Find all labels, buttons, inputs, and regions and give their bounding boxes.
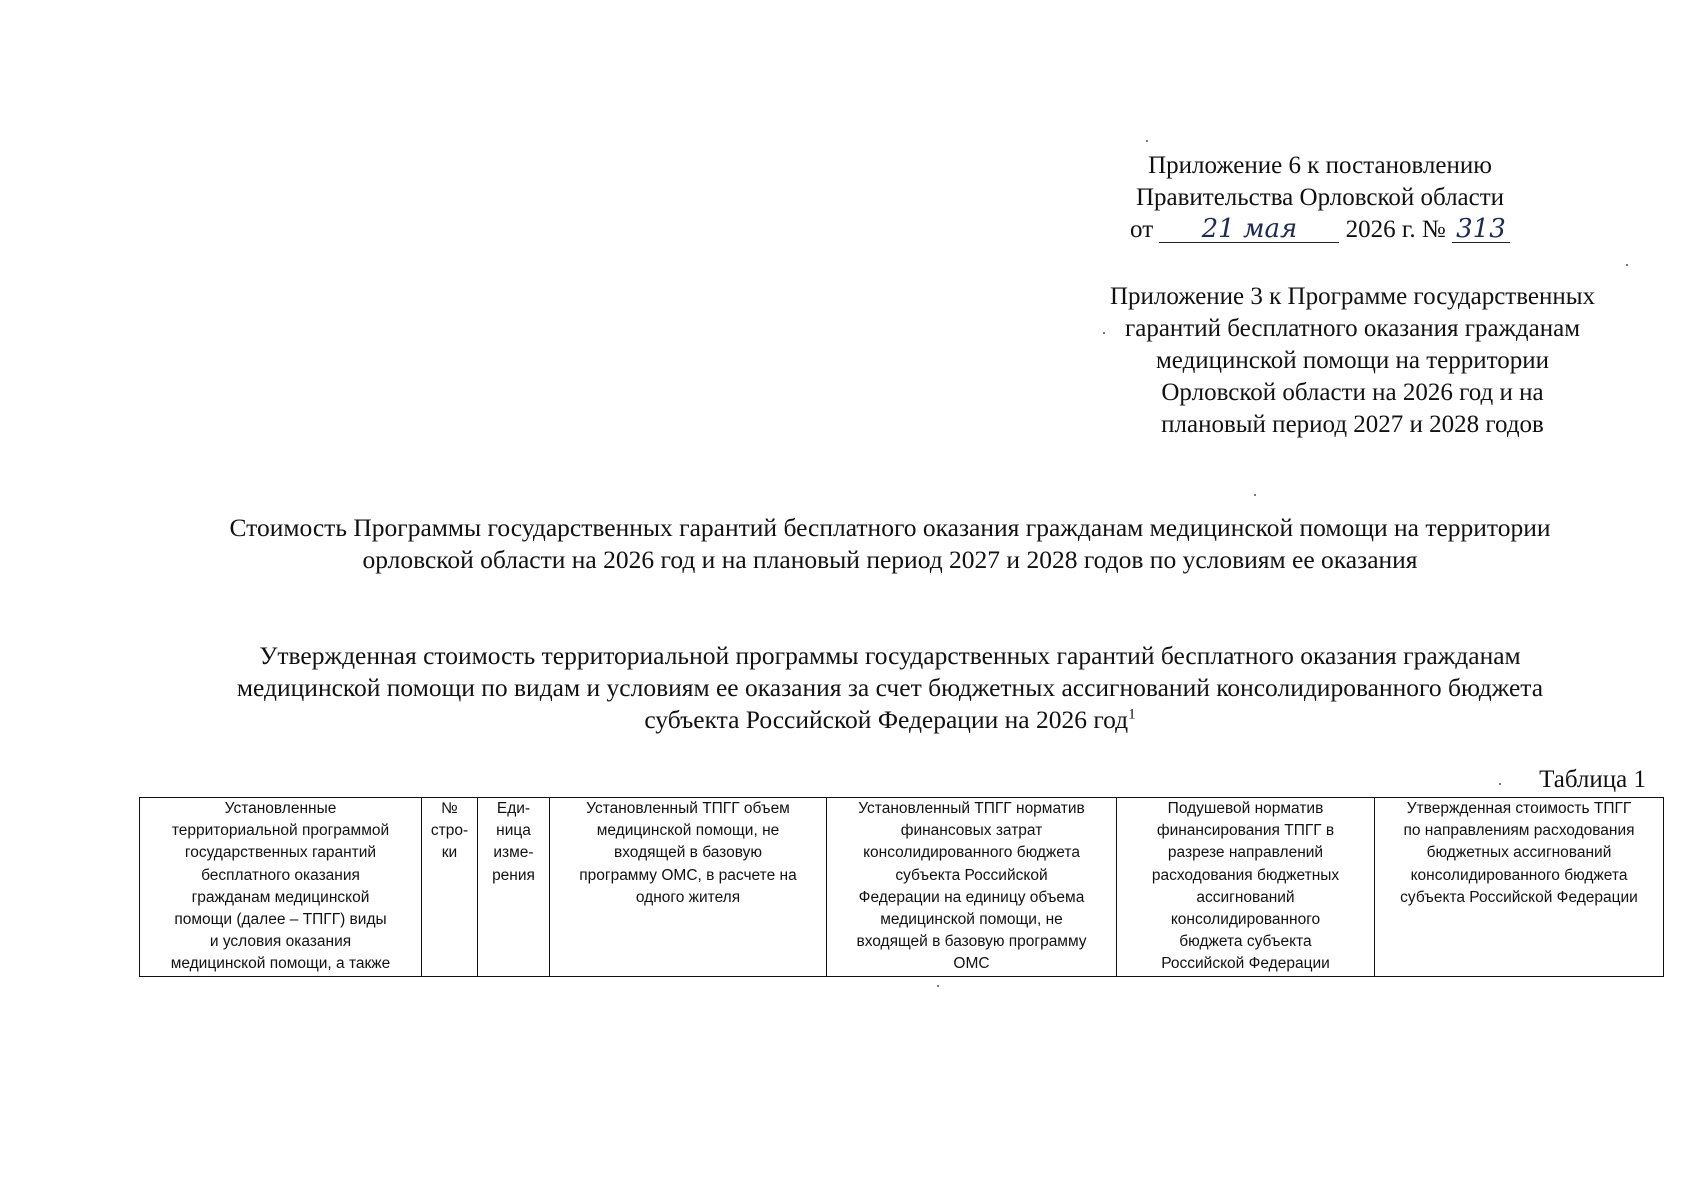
- appendix-6-line-2: Правительства Орловской области: [1135, 184, 1505, 211]
- scan-speck: [1626, 264, 1628, 266]
- section-title-line-1: Утвержденная стоимость территориальной программы государственных гарантий бесплатного оказания гражданам: [259, 641, 1521, 670]
- document-title: [100, 512, 1680, 576]
- header-care-types-text: Установленные территориальной программой государственных гарантий бесплатного оказания гражданам медицинской помощи (далее – ТПГГ) виды и условия оказания медицинской помощи, а также: [170, 800, 391, 973]
- header-unit-text: Еди- ница изме- рения: [492, 800, 535, 884]
- header-care-types: [140, 798, 422, 977]
- header-volume-text: Установленный ТПГГ объем медицинской помощи, не входящей в базовую программу ОМС, в расчете на одного жителя: [579, 800, 797, 906]
- date-prefix: от: [1130, 216, 1154, 243]
- scan-speck: [937, 985, 939, 987]
- handwritten-date: 21 мая: [1159, 216, 1339, 243]
- header-unit: [478, 798, 550, 977]
- scan-speck: [1254, 494, 1256, 496]
- table-caption: Таблица 1: [1539, 766, 1646, 793]
- appendix-3-line-2: гарантий бесплатного оказания гражданам: [1124, 315, 1581, 342]
- scan-speck: [1146, 140, 1148, 142]
- appendix-3-line-3: медицинской помощи на территории: [1155, 347, 1549, 374]
- table-header-row: [140, 798, 1664, 977]
- header-cost-standard: [827, 798, 1117, 977]
- footnote-marker: 1: [1128, 706, 1136, 723]
- section-title-line-3-text: субъекта Российской Федерации на 2026 год: [644, 705, 1129, 734]
- appendix-3-line-1: Приложение 3 к Программе государственных: [1109, 283, 1596, 310]
- document-title-line-1: Стоимость Программы государственных гарантий бесплатного оказания гражданам медицинской помощи на территории: [229, 513, 1551, 542]
- handwritten-number: 313: [1452, 216, 1510, 243]
- scan-speck: [1103, 332, 1105, 334]
- document-title-line-2: орловской области на 2026 год и на плановый период 2027 и 2028 годов по условиям ее оказания: [362, 545, 1418, 574]
- appendix-3-block: [1075, 281, 1630, 441]
- header-row-number-text: № стро- ки: [430, 800, 469, 862]
- appendix-3-line-5: плановый период 2027 и 2028 годов: [1161, 411, 1544, 438]
- header-approved-cost: [1375, 798, 1664, 977]
- section-title: [100, 640, 1680, 736]
- appendix-6-line-1: Приложение 6 к постановлению: [1148, 152, 1492, 179]
- cost-table: [139, 797, 1664, 977]
- header-cost-standard-text: Установленный ТПГГ норматив финансовых затрат консолидированного бюджета субъекта Российской Федерации на единицу объема медицинской помощи, не входящей в базовую программу ОМС: [856, 800, 1087, 973]
- appendix-3-line-4: Орловской области на 2026 год и на: [1161, 379, 1544, 406]
- section-title-line-2: медицинской помощи по видам и условиям ее оказания за счет бюджетных ассигнований консолидированного бюджета: [236, 673, 1544, 702]
- section-title-line-3: [100, 704, 1680, 736]
- appendix-6-block: [1100, 150, 1540, 246]
- header-volume: [550, 798, 827, 977]
- appendix-6-date-line: [1100, 214, 1540, 246]
- header-row-number: [422, 798, 478, 977]
- header-approved-cost-text: Утвержденная стоимость ТПГГ по направлениям расходования бюджетных ассигнований консолидированного бюджета субъекта Российской Федерации: [1400, 800, 1638, 906]
- header-per-capita: [1117, 798, 1375, 977]
- scan-speck: [1499, 783, 1501, 785]
- year-and-number-label: 2026 г. №: [1345, 216, 1446, 243]
- header-per-capita-text: Подушевой норматив финансирования ТПГГ в разрезе направлений расходования бюджетных ассигнований консолидированного бюджета субъекта Российской Федерации: [1151, 800, 1340, 973]
